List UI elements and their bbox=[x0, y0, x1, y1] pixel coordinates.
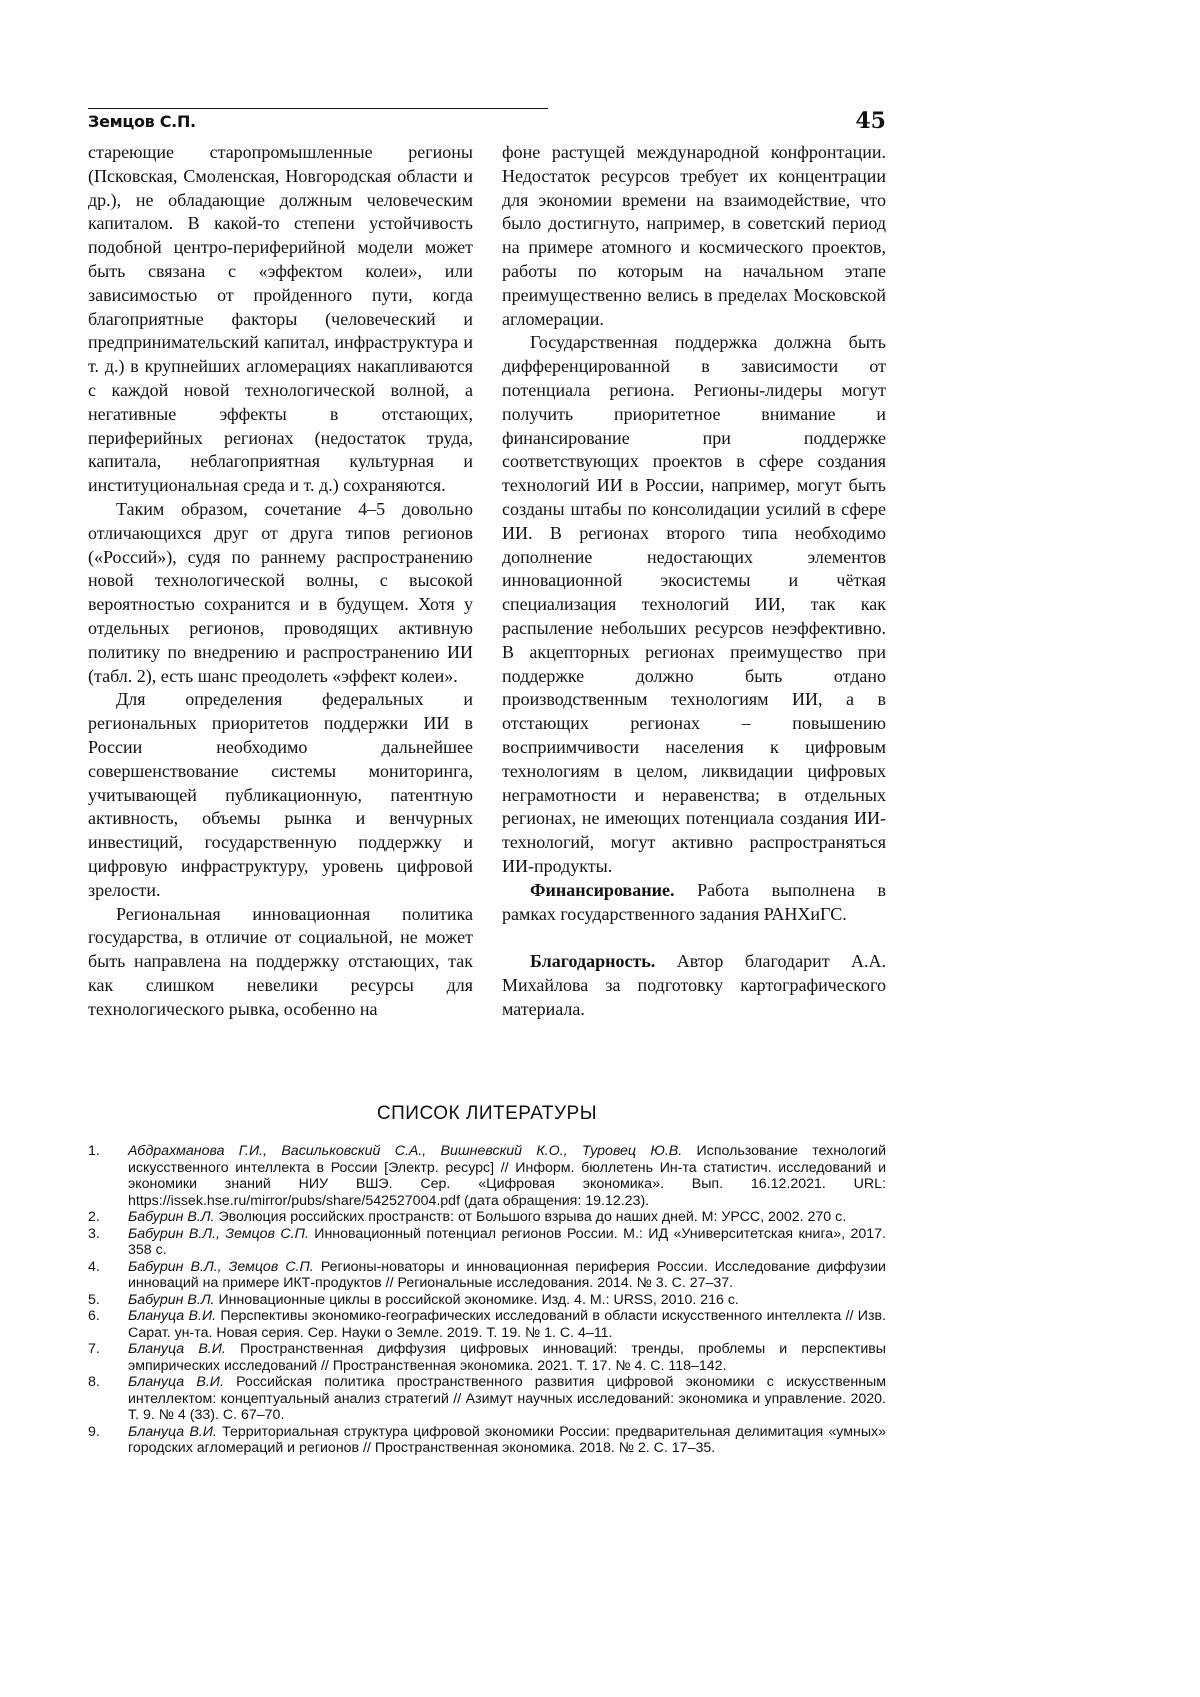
reference-number: 9. bbox=[88, 1423, 100, 1440]
reference-item bbox=[88, 1259, 886, 1292]
reference-text: Пространственная диффузия цифровых инноваций: тренды, проблемы и перспективы эмпирических исследований // Пространственная экономика. 2021. Т. 17. № 4. С. 118–142. bbox=[128, 1341, 886, 1374]
reference-authors: Блануца В.И. bbox=[128, 1341, 226, 1357]
funding-note bbox=[502, 879, 886, 927]
right-column bbox=[502, 141, 886, 1022]
reference-number: 4. bbox=[88, 1258, 100, 1275]
paragraph: Региональная инновационная политика государства, в отличие от социальной, не может быть направлена на поддержку отстающих, так как слишком невелики ресурсы для технологического рывка, особенно на bbox=[88, 903, 473, 1019]
reference-authors: Абдрахманова Г.И., Васильковский С.А., Вишневский К.О., Туровец Ю.В. bbox=[128, 1143, 683, 1159]
reference-item bbox=[88, 1424, 886, 1457]
reference-text: Использование технологий искусственного интеллекта в России [Электр. ресурс] // Информ. бюллетень Ин-та статистич. исследований и экономики знаний НИУ ВШЭ. Сер. «Цифровая экономика». Вып. 16.12.2021. URL: https://issek.hse.ru/mirror/pubs/share/542527004.pdf (дата обращения: 19.12.23). bbox=[128, 1143, 886, 1209]
running-header bbox=[88, 104, 886, 134]
reference-item bbox=[88, 1374, 886, 1424]
paragraph: фоне растущей международной конфронтации. Недостаток ресурсов требует их концентрации для экономии времени на взаимодействие, что было достигнуто, например, в советский период на примере атомного и космического проектов, работы по которым на начальном этапе преимущественно велись в пределах Московской агломерации. bbox=[502, 142, 886, 329]
header-rule bbox=[88, 108, 548, 109]
reference-authors: Бабурин В.Л., Земцов С.П. bbox=[128, 1258, 314, 1275]
header-author: Земцов С.П. bbox=[88, 112, 196, 131]
reference-number: 2. bbox=[88, 1209, 100, 1225]
reference-text: Инновационный потенциал регионов России. М.: ИД «Университетская книга», 2017. 358 с. bbox=[128, 1225, 886, 1258]
reference-text: Территориальная структура цифровой экономики России: предварительная делимитация «умных» городских агломераций и регионов // Пространственная экономика. 2018. № 2. С. 17–35. bbox=[128, 1423, 886, 1456]
reference-number: 7. bbox=[88, 1341, 100, 1357]
reference-item bbox=[88, 1308, 886, 1341]
reference-number: 8. bbox=[88, 1374, 100, 1390]
reference-list bbox=[88, 1143, 886, 1457]
reference-text: Эволюция российских пространств: от Большого взрыва до наших дней. М: УРСС, 2002. 270 с. bbox=[214, 1209, 847, 1225]
reference-text: Российская политика пространственного развития цифровой экономики с искусственным интеллектом: концептуальный анализ стратегий // Азимут научных исследований: экономика и управление. 2020. Т. 9. № 4 (33). С. 67–70. bbox=[128, 1374, 886, 1423]
reference-authors: Бабурин В.Л., Земцов С.П. bbox=[128, 1225, 309, 1242]
reference-item bbox=[88, 1226, 886, 1259]
thanks-label: Благодарность. bbox=[530, 951, 656, 972]
paragraph: Таким образом, сочетание 4–5 довольно отличающихся друг от друга типов регионов («Россий»), судя по раннему распространению новой технологической волны, с высокой вероятностью сохранится и в будущем. Хотя у отдельных регионов, проводящих активную политику по внедрению и распространению ИИ (табл. 2), есть шанс преодолеть «эффект колеи». bbox=[88, 498, 473, 686]
thanks-text: Автор благодарит А.А. Михайлова за подготовку картографического материала. bbox=[502, 951, 886, 1019]
reference-item bbox=[88, 1209, 886, 1226]
reference-number: 3. bbox=[88, 1225, 100, 1242]
reference-number: 5. bbox=[88, 1291, 100, 1308]
reference-item bbox=[88, 1292, 886, 1309]
page-number: 45 bbox=[855, 108, 886, 134]
acknowledgements bbox=[502, 950, 886, 1021]
paragraph: стареющие старопромышленные регионы (Псковская, Смоленская, Новгородская области и др.), не обладающие должным человеческим капиталом. В какой-то степени устойчивость подобной центро-периферийной модели может быть связана с «эффектом колеи», или зависимостью от пройденного пути, когда благоприятные факторы (человеческий и предпринимательский капитал, инфраструктура и т. д.) в крупнейших агломерациях накапливаются с каждой новой технологической волной, а негативные эффекты в отстающих, периферийных регионах (недостаток труда, капитала, неблагоприятная культурная и институциональная среда и т. д.) сохраняются. bbox=[88, 142, 473, 496]
funding-label: Финансирование. bbox=[530, 879, 675, 900]
funding-text: Работа выполнена в рамках государственного задания РАНХиГС. bbox=[502, 879, 886, 924]
references-title: СПИСОК ЛИТЕРАТУРЫ bbox=[376, 1103, 598, 1124]
reference-authors: Бабурин В.Л. bbox=[128, 1209, 215, 1225]
paragraph: Государственная поддержка должна быть дифференцированной в зависимости от потенциала региона. Регионы-лидеры могут получить приоритетное внимание и финансирование при поддержке соответствующих проектов в сфере создания технологий ИИ в России, например, могут быть созданы штабы по консолидации усилий в сфере ИИ. В регионах второго типа необходимо дополнение недостающих элементов инновационной экосистемы и чёткая специализация технологий ИИ, так как распыление небольших ресурсов неэффективно. В акцепторных регионах преимущество при поддержке должно быть отдано производственным технологиям ИИ, а в отстающих регионах – повышению восприимчивости населения к цифровым технологиям в целом, ликвидации цифровых неграмотности и неравенства; в отдельных регионах, не имеющих потенциала создания ИИ-технологий, могут активно распространяться ИИ-продукты. bbox=[502, 332, 886, 876]
reference-authors: Блануца В.И. bbox=[128, 1423, 217, 1440]
reference-number: 1. bbox=[88, 1143, 100, 1159]
reference-number: 6. bbox=[88, 1308, 100, 1324]
reference-text: Инновационные циклы в российской экономике. Изд. 4. М.: URSS, 2010. 216 с. bbox=[214, 1291, 739, 1308]
reference-authors: Блануца В.И. bbox=[128, 1308, 217, 1324]
reference-text: Регионы-новаторы и инновационная периферия России. Исследование диффузии инноваций на примере ИКТ-продуктов // Региональные исследования. 2014. № 3. С. 27–37. bbox=[128, 1258, 886, 1291]
reference-item bbox=[88, 1341, 886, 1374]
reference-text: Перспективы экономико-географических исследований в области искусственного интеллекта // Изв. Сарат. ун-та. Новая серия. Сер. Науки о Земле. 2019. Т. 19. № 1. С. 4–11. bbox=[128, 1308, 886, 1341]
left-column bbox=[88, 141, 473, 1021]
reference-authors: Бабурин В.Л. bbox=[128, 1291, 215, 1308]
reference-authors: Блануца В.И. bbox=[128, 1374, 224, 1390]
paragraph: Для определения федеральных и региональных приоритетов поддержки ИИ в России необходимо дальнейшее совершенствование системы мониторинга, учитывающей публикационную, патентную активность, объемы рынка и венчурных инвестиций, государственную поддержку и цифровую инфраструктуру, уровень цифровой зрелости. bbox=[88, 689, 473, 900]
reference-item bbox=[88, 1143, 886, 1209]
